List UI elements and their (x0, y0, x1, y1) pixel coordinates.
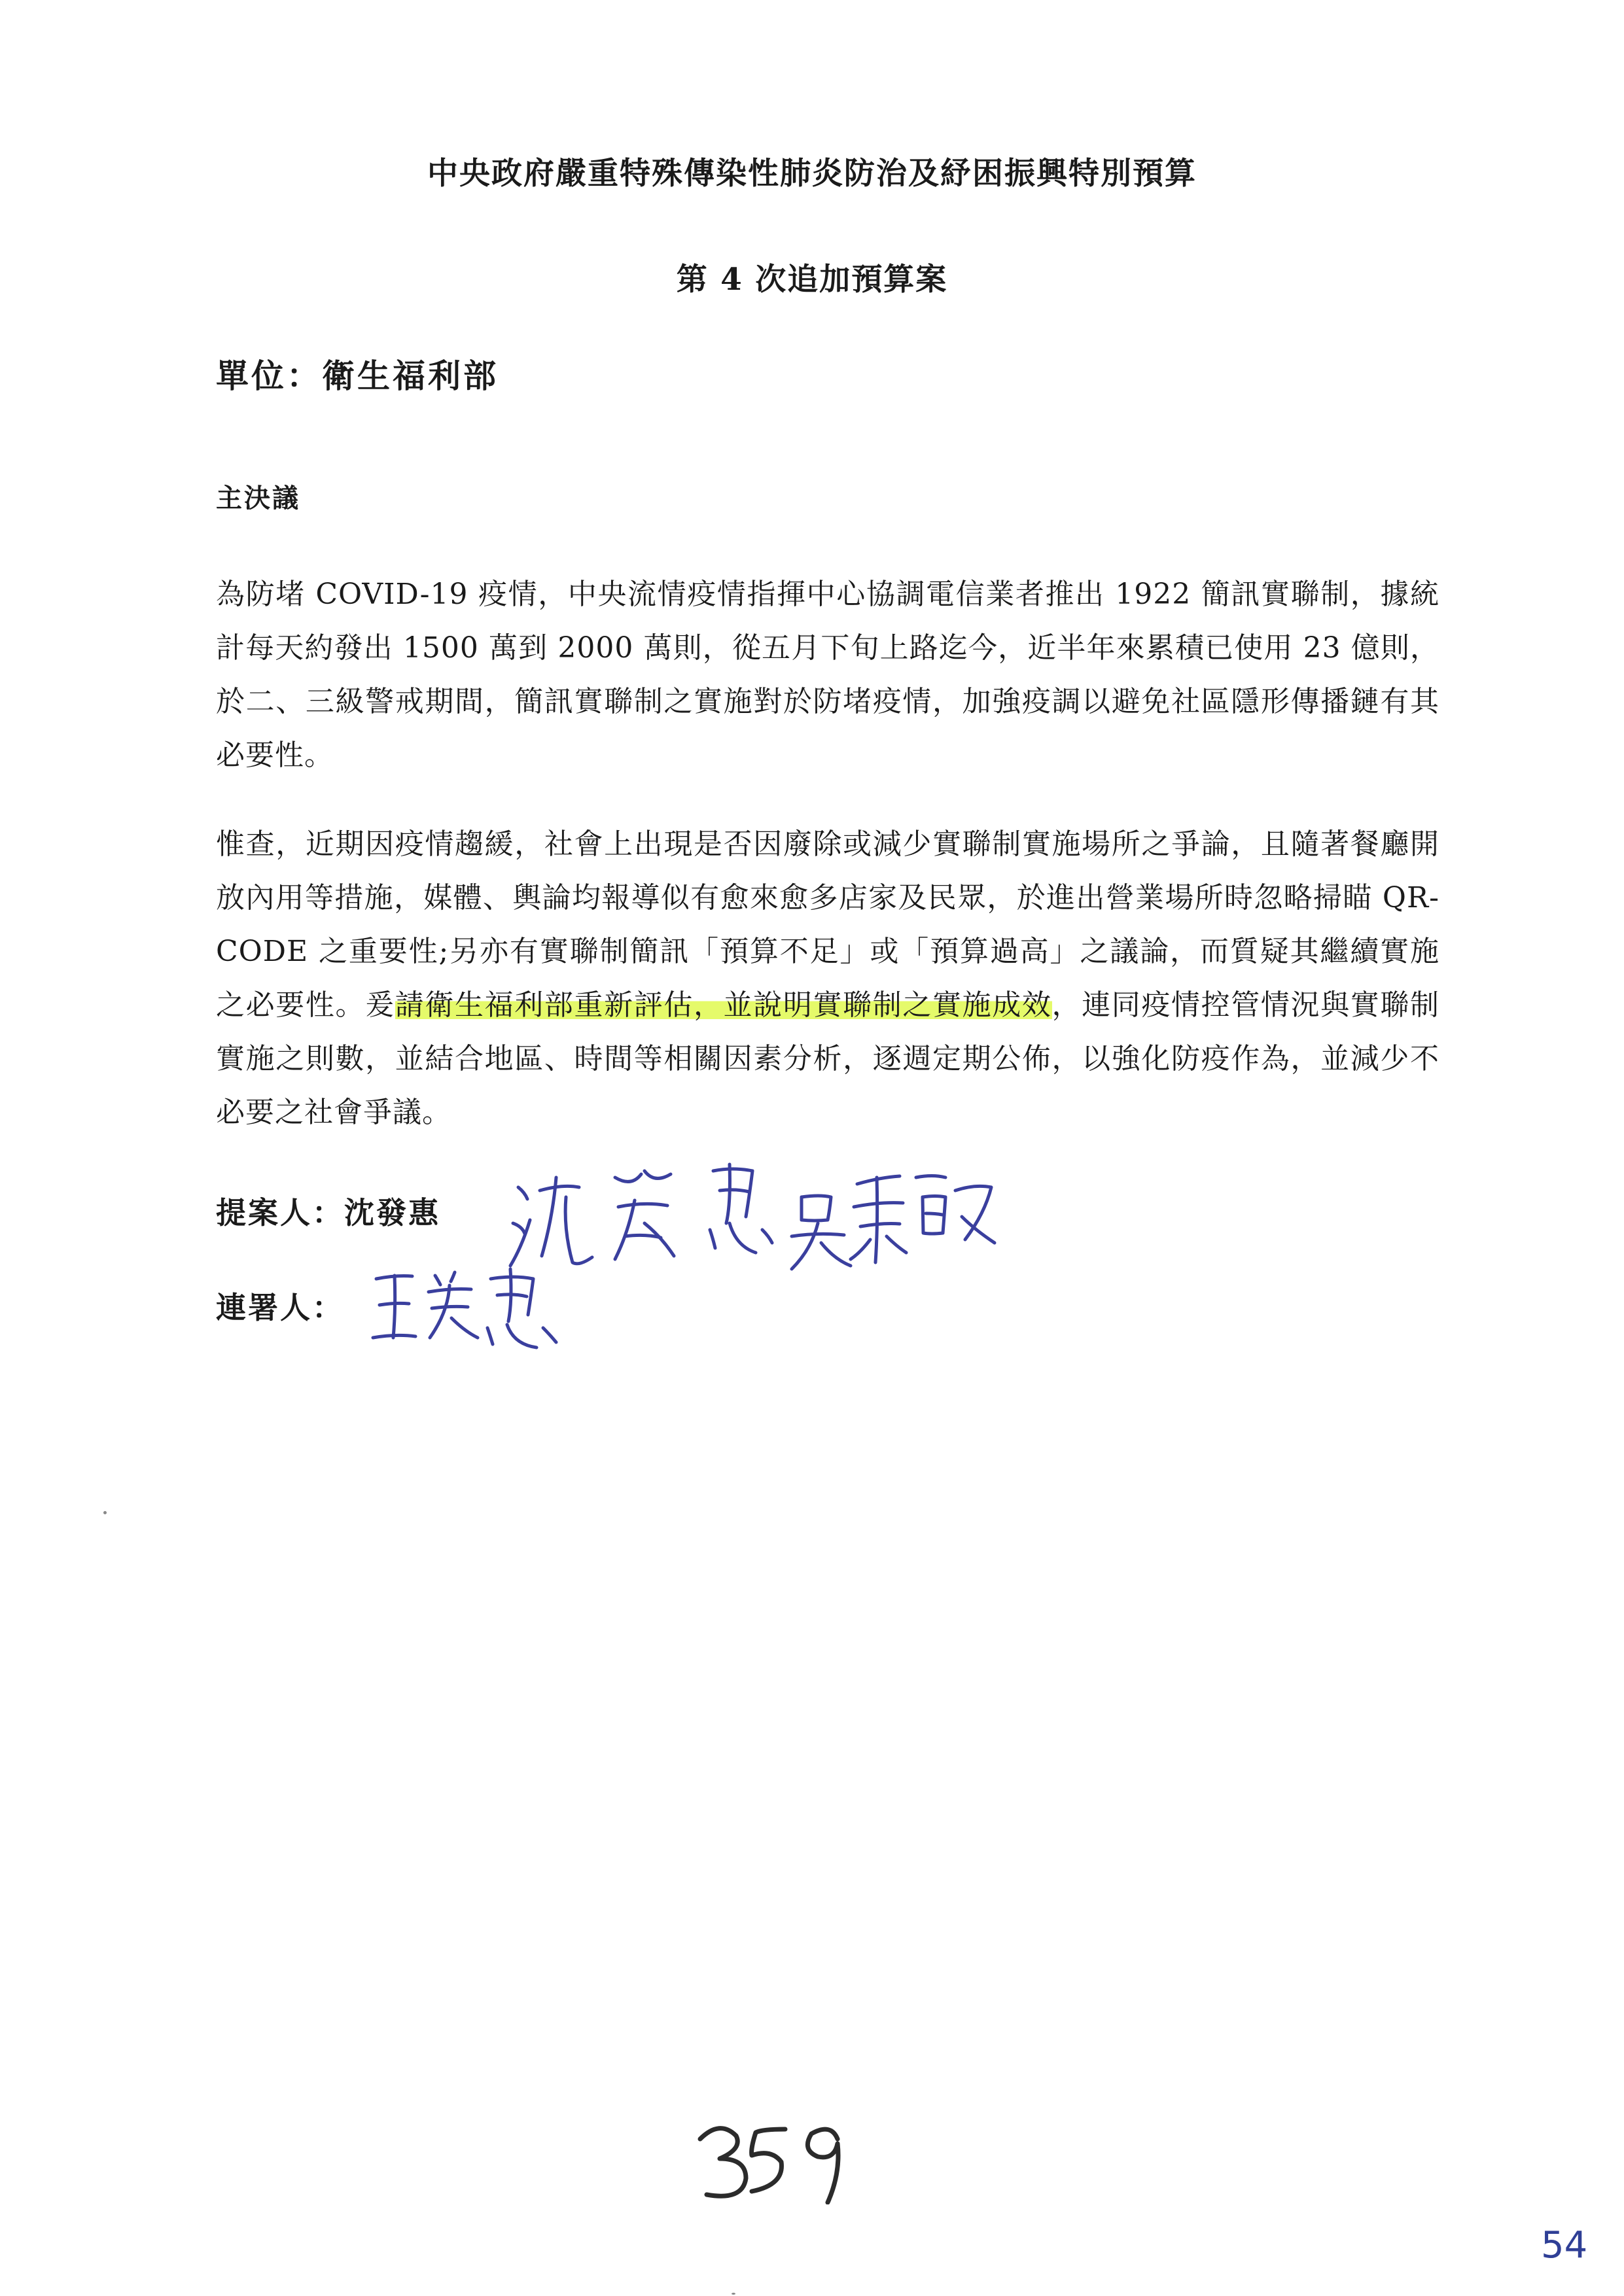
highlighted-text: 請衛生福利部重新評估，並說明實聯制之實施成效 (395, 988, 1052, 1022)
paragraph-2 (216, 818, 1439, 1139)
handwritten-signatures-proposers (504, 1151, 1014, 1276)
proposer-label: 提案人：沈發惠 (216, 1195, 440, 1230)
document-title: 中央政府嚴重特殊傳染性肺炎防治及紓困振興特別預算 (427, 156, 1197, 192)
document-subtitle: 第 4 次追加預算案 (676, 262, 948, 298)
paragraph-1: 為防堵 COVID-19 疫情，中央流情疫情指揮中心協調電信業者推出 1922 簡訊實聯制，據統計每天約發出 1500 萬到 2000 萬則，從五月下旬上路迄今，近半年來累積已使用 23 億則，於二、三級警戒期間，簡訊實聯制之實施對於防堵疫情，加強疫調以避免社區隱形傳播鏈有其必要性。 (216, 578, 1439, 772)
section-heading: 主決議 (216, 483, 300, 513)
handwritten-signature-cosigner (363, 1259, 573, 1354)
scan-speck (732, 2293, 735, 2295)
paragraph-2-text-b: ，連同疫情控管情況與實聯制實施之則數，並結合地區、時間等相關因素分析，逐週定期公佈，以強化防疫作為，並減少不必要之社會爭議。 (216, 988, 1439, 1129)
scan-speck (103, 1511, 107, 1514)
corner-page-number: 54 (1541, 2224, 1588, 2267)
cosigner-label: 連署人： (216, 1290, 344, 1325)
unit-label: 單位：衛生福利部 (216, 357, 499, 395)
paragraph-2-text-a: 惟查，近期因疫情趨緩，社會上出現是否因廢除或減少實聯制實施場所之爭論，且隨著餐廳開放內用等措施，媒體、輿論均報導似有愈來愈多店家及民眾，於進出營業場所時忽略掃瞄 QR-CODE 之重要性;另亦有實聯制簡訊「預算不足」或「預算過高」之議論，而質疑其繼續實施之必要性。爰 (216, 827, 1439, 1022)
handwritten-page-number (687, 2113, 851, 2204)
